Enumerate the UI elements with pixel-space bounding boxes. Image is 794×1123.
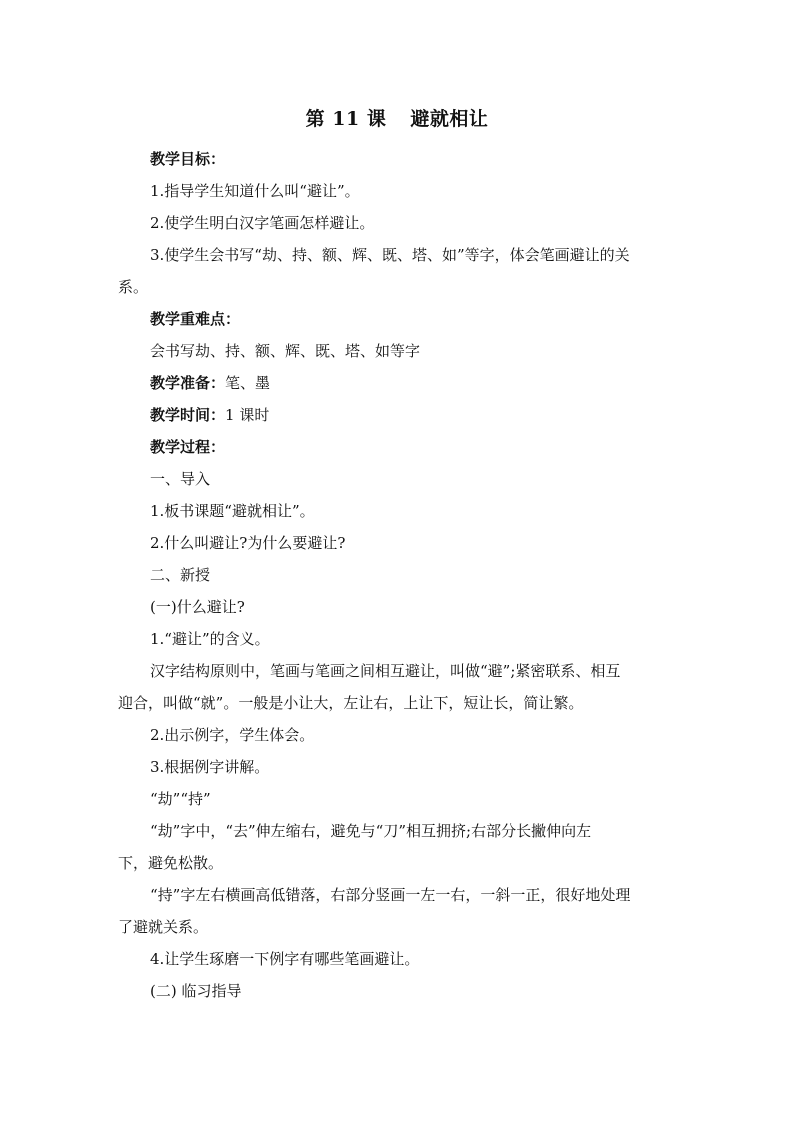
paragraph-1-line-2: 迎合，叫做“就”。一般是小让大，左让右，上让下，短让长，简让繁。 [118, 694, 584, 712]
process-heading: 教学过程： [150, 438, 226, 456]
example-characters: “劫”“持” [150, 790, 211, 808]
key-points-text: 会书写劫、持、额、辉、既、塔、如等字 [150, 342, 421, 360]
lesson-number: 第 11 课 [305, 108, 387, 130]
time-text: 1 课时 [225, 406, 270, 424]
section-2-heading: 二、新授 [150, 566, 211, 584]
preparation-label: 教学准备： [150, 374, 226, 392]
objective-2: 2.使学生明白汉字笔画怎样避让。 [150, 214, 375, 232]
section-1-item-2: 2.什么叫避让?为什么要避让? [150, 534, 346, 552]
section-1-item-1: 1.板书课题“避就相让”。 [150, 502, 315, 520]
paragraph-3-line-2: 了避就关系。 [118, 918, 209, 936]
page-title [0, 104, 794, 131]
section-1-heading: 一、导入 [150, 470, 211, 488]
section-2-item-3: 3.根据例字讲解。 [150, 758, 270, 776]
time-label: 教学时间： [150, 406, 226, 424]
lesson-name: 避就相让 [410, 108, 489, 130]
time-line [150, 405, 269, 425]
preparation-text: 笔、墨 [225, 374, 271, 392]
objective-3-line-2: 系。 [118, 278, 149, 296]
paragraph-2-line-1: “劫”字中，“去”伸左缩右，避免与“刀”相互拥挤;右部分长撇伸向左 [150, 822, 592, 840]
section-2-item-4: 4.让学生琢磨一下例字有哪些笔画避让。 [150, 950, 420, 968]
section-2-sub-2: (二) 临习指导 [150, 982, 242, 1000]
section-2-item-2: 2.出示例字，学生体会。 [150, 726, 315, 744]
preparation-line [150, 373, 270, 393]
paragraph-1-line-1: 汉字结构原则中，笔画与笔画之间相互避让，叫做“避”;紧密联系、相互 [150, 662, 621, 680]
objective-heading: 教学目标： [150, 150, 226, 168]
objective-3-line-1: 3.使学生会书写“劫、持、额、辉、既、塔、如”等字，体会笔画避让的关 [150, 246, 630, 264]
key-points-heading: 教学重难点： [150, 310, 241, 328]
paragraph-2-line-2: 下，避免松散。 [118, 854, 224, 872]
section-2-item-1: 1.“避让”的含义。 [150, 630, 270, 648]
objective-1: 1.指导学生知道什么叫“避让”。 [150, 182, 360, 200]
section-2-sub-1: (一)什么避让? [150, 598, 245, 616]
paragraph-3-line-1: “持”字左右横画高低错落，右部分竖画一左一右，一斜一正，很好地处理 [150, 886, 631, 904]
